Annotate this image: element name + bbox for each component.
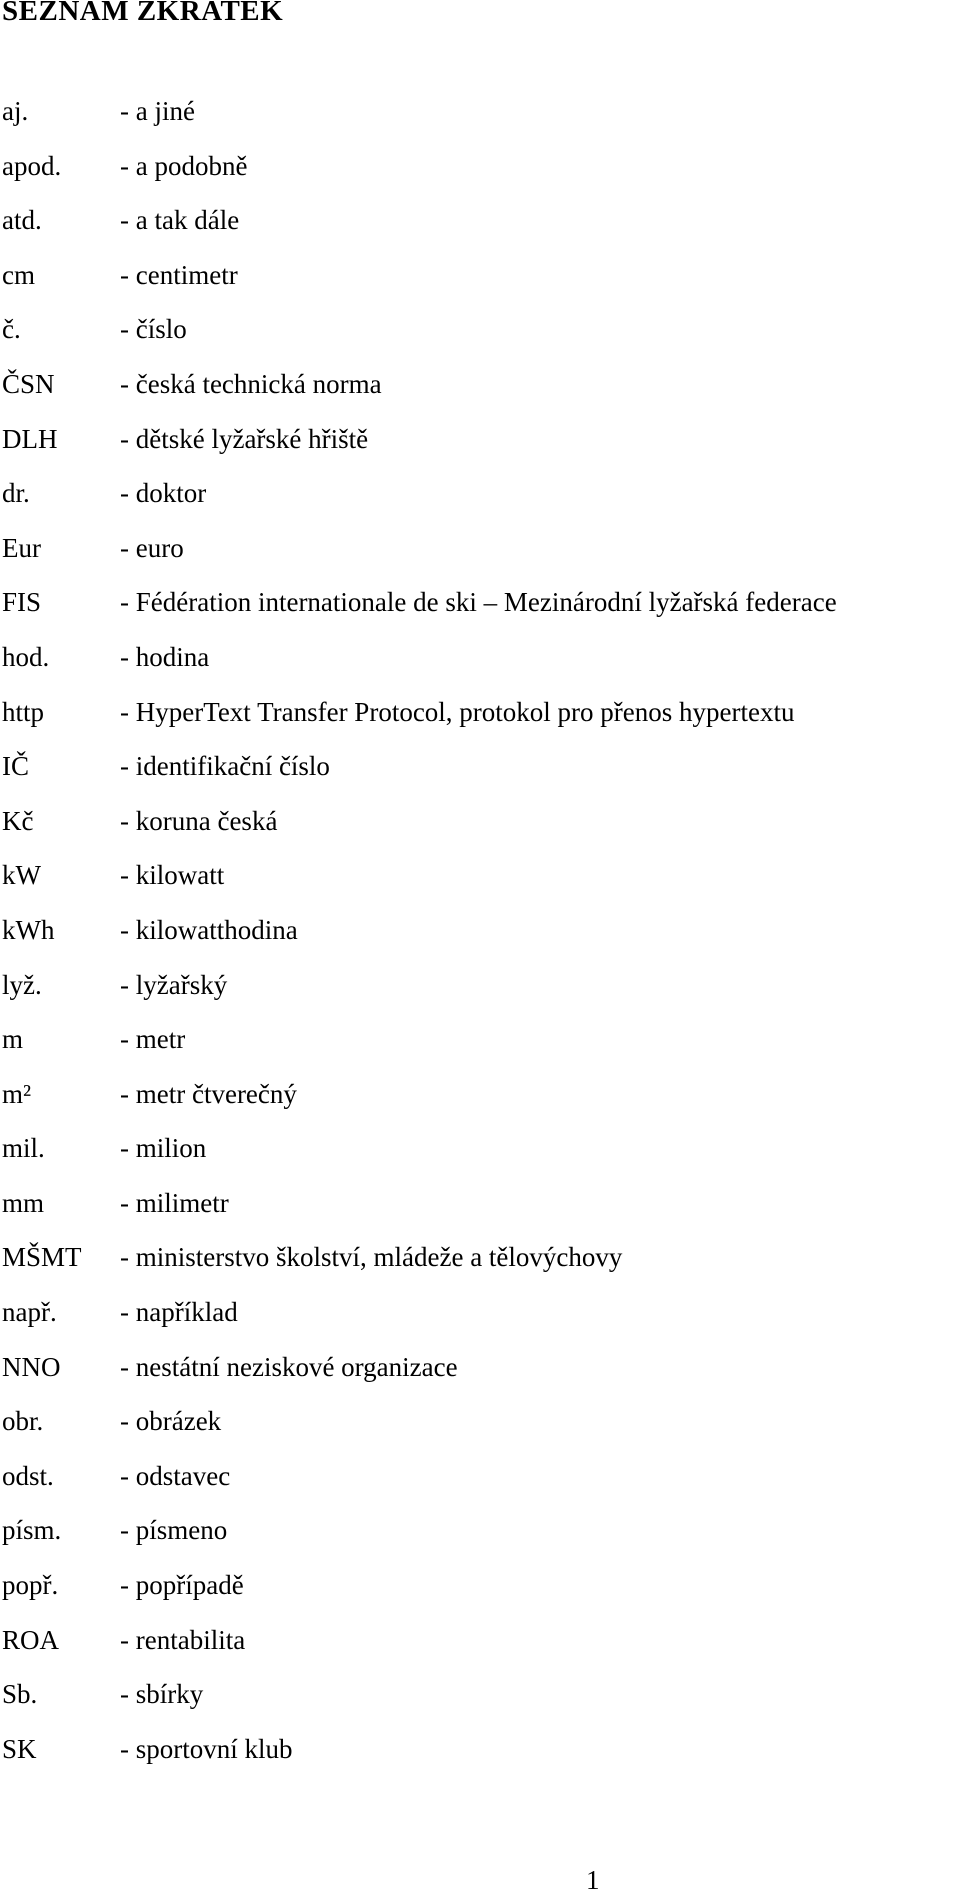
abbreviation-row — [2, 256, 952, 311]
abbreviation-term: popř. — [2, 1570, 59, 1601]
abbreviation-term: cm — [2, 259, 35, 290]
abbreviation-meaning: - metr čtverečný — [120, 1078, 297, 1109]
abbreviation-meaning: - metr — [120, 1024, 186, 1055]
abbreviation-meaning: - odstavec — [120, 1460, 231, 1491]
abbreviation-row — [2, 310, 952, 365]
abbreviation-meaning: - HyperText Transfer Protocol, protokol pro přenos hypertextu — [120, 696, 795, 727]
abbreviation-row — [2, 1075, 952, 1130]
page-number: 1 — [586, 1865, 600, 1895]
abbreviation-term: obr. — [2, 1406, 44, 1437]
abbreviation-meaning: - dětské lyžařské hřiště — [120, 423, 369, 454]
abbreviation-term: např. — [2, 1297, 57, 1328]
abbreviation-row — [2, 747, 952, 802]
abbreviation-meaning: - česká technická norma — [120, 368, 382, 399]
abbreviation-term: MŠMT — [2, 1242, 82, 1273]
abbreviation-term: ČSN — [2, 368, 55, 399]
abbreviation-row — [2, 474, 952, 529]
abbreviation-meaning: - ministerstvo školství, mládeže a tělovýchovy — [120, 1242, 623, 1273]
page-title: SEZNAM ZKRATEK — [2, 0, 284, 27]
abbreviation-row — [2, 1238, 952, 1293]
abbreviation-meaning: - kilowatt — [120, 860, 225, 891]
abbreviation-meaning: - euro — [120, 532, 184, 563]
abbreviation-row — [2, 201, 952, 256]
abbreviation-row — [2, 1348, 952, 1403]
abbreviation-term: SK — [2, 1733, 37, 1764]
abbreviation-term: Eur — [2, 532, 41, 563]
abbreviation-meaning: - doktor — [120, 478, 207, 509]
abbreviation-term: mil. — [2, 1133, 45, 1164]
abbreviation-row — [2, 1402, 952, 1457]
abbreviation-meaning: - identifikační číslo — [120, 751, 330, 782]
abbreviation-row — [2, 583, 952, 638]
abbreviation-meaning: - popřípadě — [120, 1570, 244, 1601]
abbreviation-meaning: - nestátní neziskové organizace — [120, 1351, 458, 1382]
abbreviation-term: lyž. — [2, 969, 42, 1000]
abbreviation-row — [2, 1511, 952, 1566]
abbreviation-meaning: - sportovní klub — [120, 1733, 293, 1764]
abbreviation-meaning: - Fédération internationale de ski – Mezinárodní lyžařská federace — [120, 587, 837, 618]
abbreviation-row — [2, 1566, 952, 1621]
abbreviation-term: kW — [2, 860, 41, 891]
abbreviation-row — [2, 529, 952, 584]
abbreviation-row — [2, 638, 952, 693]
abbreviation-term: apod. — [2, 150, 62, 181]
abbreviation-meaning: - kilowatthodina — [120, 914, 298, 945]
abbreviation-row — [2, 1675, 952, 1730]
abbreviation-meaning: - obrázek — [120, 1406, 222, 1437]
abbreviation-meaning: - milion — [120, 1133, 207, 1164]
abbreviation-term: http — [2, 696, 45, 727]
abbreviation-term: atd. — [2, 205, 42, 236]
abbreviation-term: č. — [2, 314, 21, 345]
abbreviation-term: mm — [2, 1187, 45, 1218]
abbreviation-meaning: - například — [120, 1297, 238, 1328]
abbreviation-meaning: - hodina — [120, 641, 210, 672]
abbreviation-term: písm. — [2, 1515, 62, 1546]
abbreviation-row — [2, 1730, 952, 1785]
abbreviation-term: NNO — [2, 1351, 61, 1382]
abbreviation-row — [2, 92, 952, 147]
abbreviation-term: ROA — [2, 1624, 60, 1655]
abbreviation-meaning: - milimetr — [120, 1187, 229, 1218]
abbreviation-term: Kč — [2, 805, 34, 836]
abbreviation-row — [2, 856, 952, 911]
abbreviation-meaning: - a podobně — [120, 150, 248, 181]
abbreviation-meaning: - číslo — [120, 314, 187, 345]
abbreviation-row — [2, 1184, 952, 1239]
abbreviation-term: Sb. — [2, 1679, 38, 1710]
abbreviation-meaning: - koruna česká — [120, 805, 278, 836]
abbreviation-meaning: - centimetr — [120, 259, 238, 290]
abbreviation-term: m² — [2, 1078, 32, 1109]
abbreviation-row — [2, 1621, 952, 1676]
abbreviation-term: DLH — [2, 423, 58, 454]
abbreviation-row — [2, 1457, 952, 1512]
abbreviation-row — [2, 147, 952, 202]
abbreviation-term: FIS — [2, 587, 42, 618]
abbreviation-row — [2, 1129, 952, 1184]
abbreviation-meaning: - rentabilita — [120, 1624, 246, 1655]
abbreviation-term: aj. — [2, 96, 29, 126]
abbreviation-meaning: - a tak dále — [120, 205, 240, 236]
abbreviation-term: hod. — [2, 641, 50, 672]
abbreviation-row — [2, 365, 952, 420]
abbreviation-row — [2, 1293, 952, 1348]
abbreviation-term: odst. — [2, 1460, 54, 1491]
abbreviation-term: IČ — [2, 751, 29, 782]
abbreviation-row — [2, 420, 952, 475]
abbreviation-row — [2, 911, 952, 966]
abbreviation-row — [2, 1020, 952, 1075]
abbreviation-meaning: - a jiné — [120, 96, 195, 126]
abbreviation-meaning: - písmeno — [120, 1515, 228, 1546]
abbreviation-row — [2, 802, 952, 857]
abbreviation-row — [2, 966, 952, 1021]
abbreviation-meaning: - lyžařský — [120, 969, 228, 1000]
abbreviation-list — [2, 92, 952, 1784]
abbreviation-row — [2, 693, 952, 748]
abbreviation-term: dr. — [2, 478, 30, 509]
abbreviation-term: m — [2, 1024, 24, 1055]
abbreviation-term: kWh — [2, 914, 55, 945]
abbreviation-meaning: - sbírky — [120, 1679, 204, 1710]
